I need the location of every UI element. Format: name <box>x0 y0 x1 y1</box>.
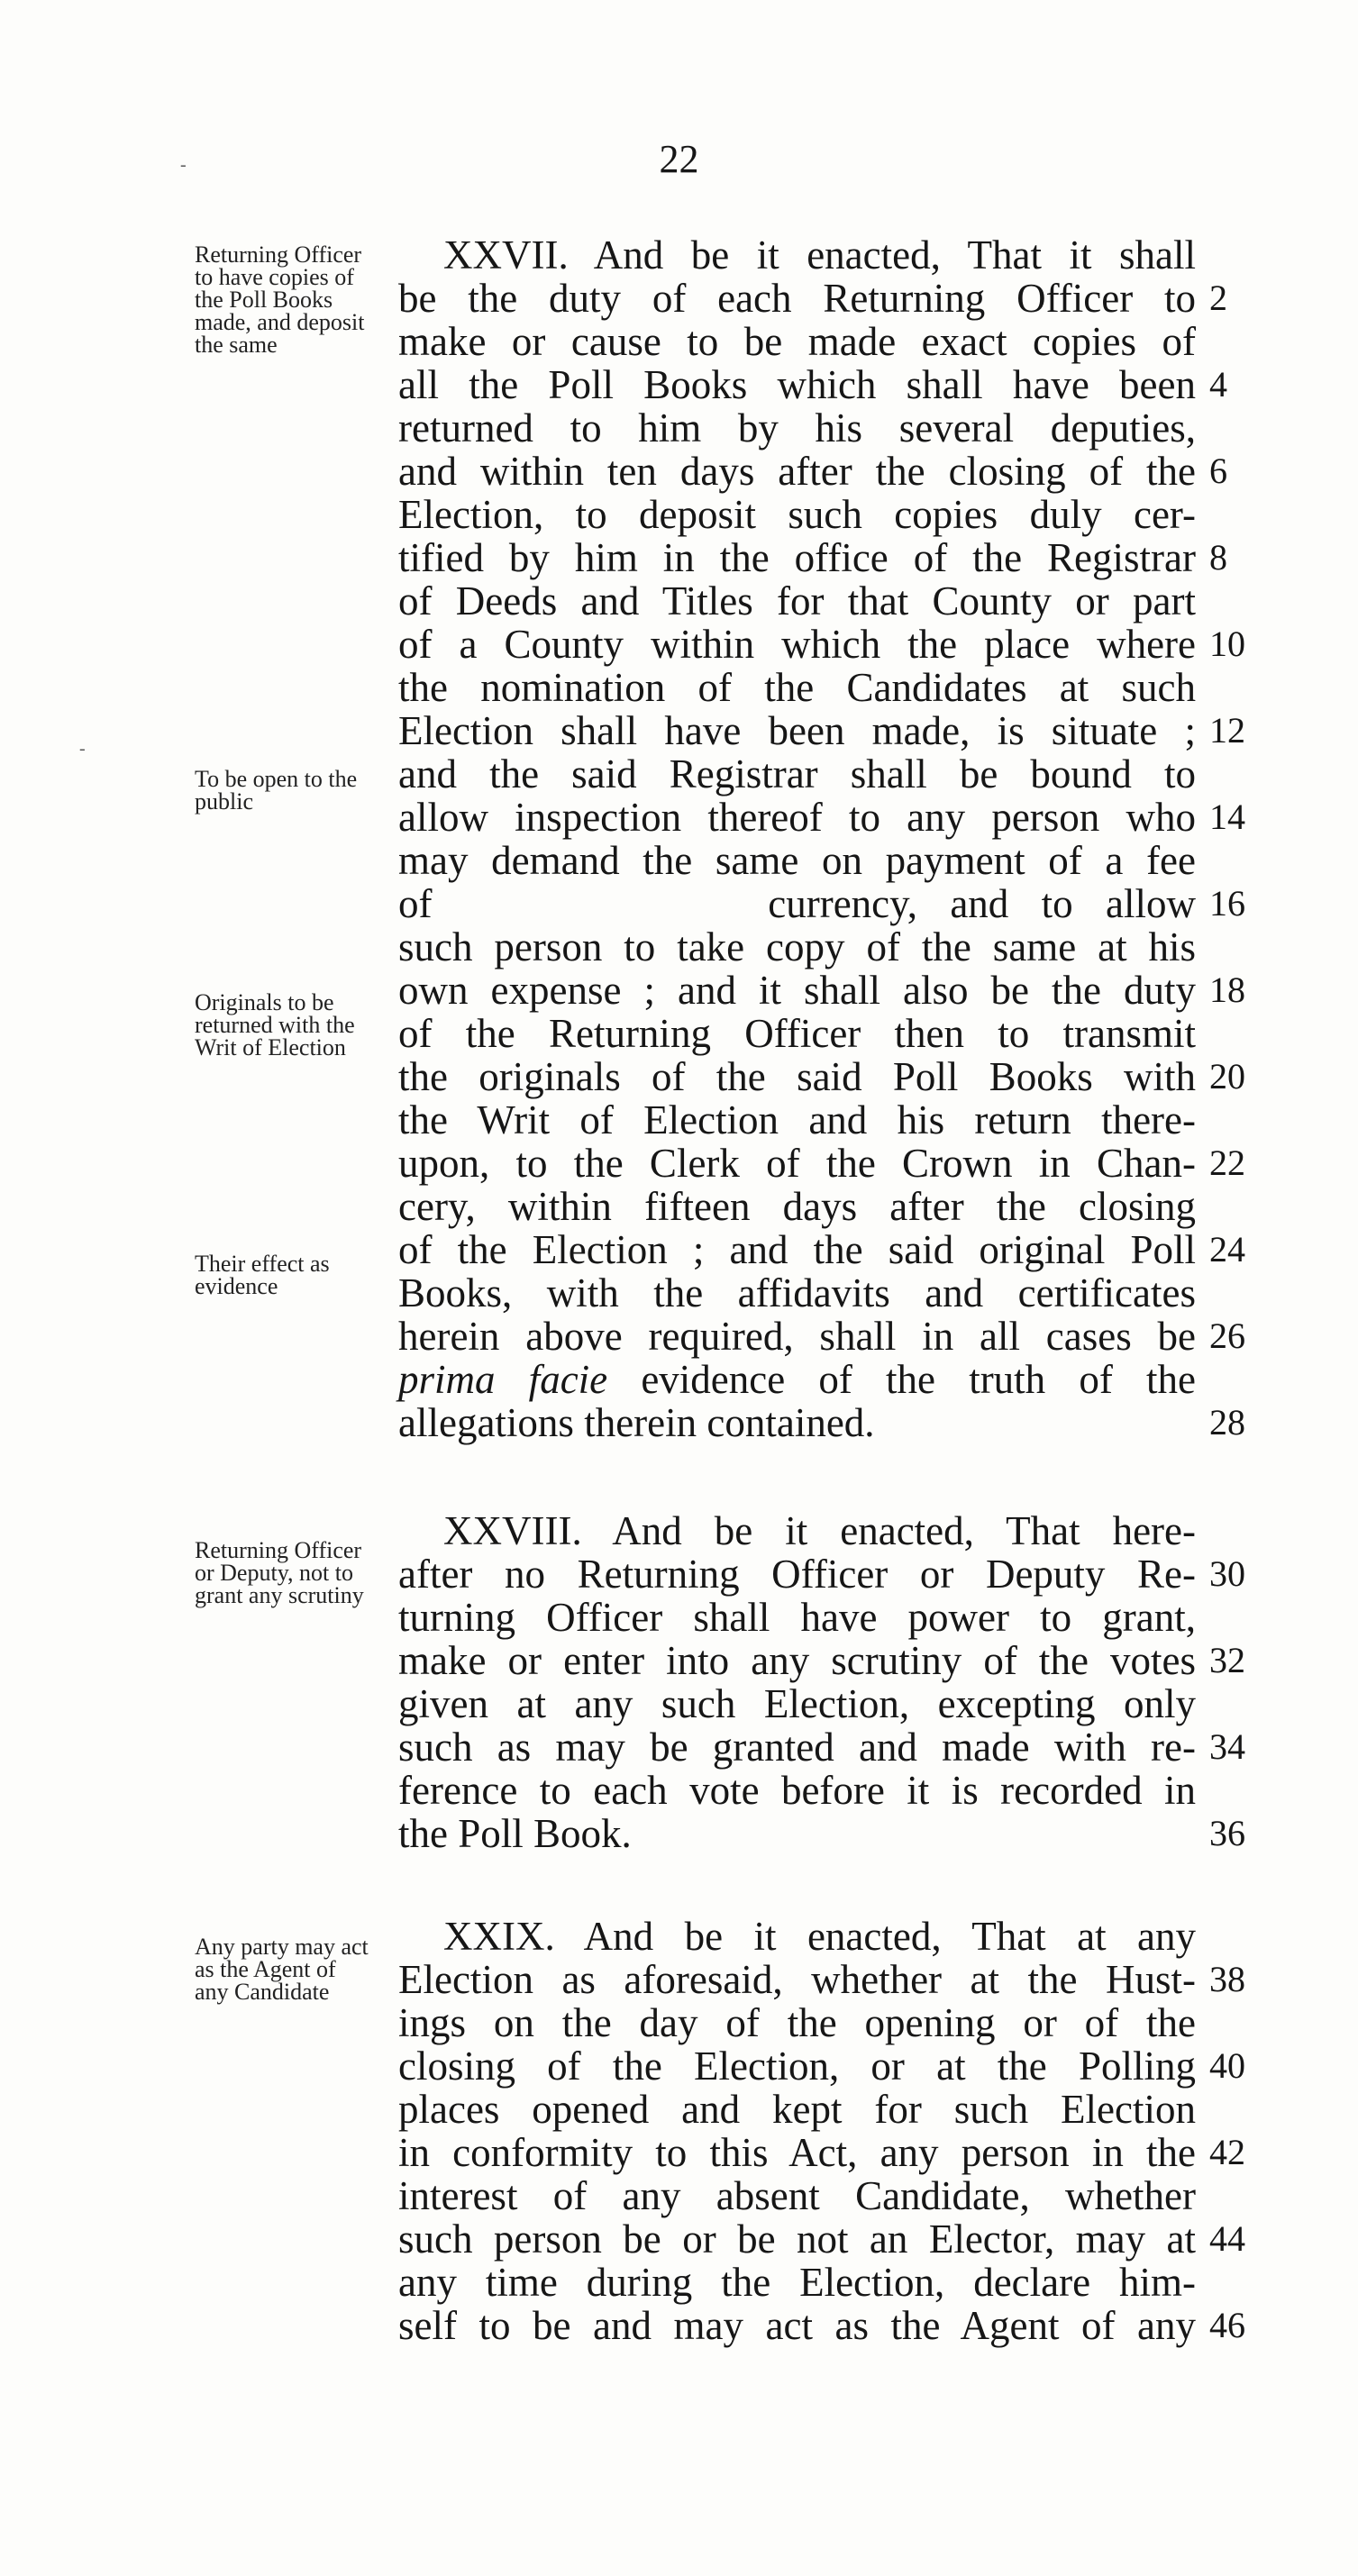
text-line: herein above required, shall in all cases be <box>398 1314 1196 1359</box>
line-number: 34 <box>1209 1726 1245 1767</box>
text-line: XXVIII. And be it enacted, That here- <box>443 1508 1196 1553</box>
line-number: 30 <box>1209 1553 1245 1594</box>
line-number: 36 <box>1209 1813 1245 1853</box>
line-number: 28 <box>1209 1402 1245 1443</box>
line-number: 16 <box>1209 883 1245 924</box>
text-line: returned to him by his several deputies, <box>398 405 1196 451</box>
line-number: 44 <box>1209 2218 1245 2259</box>
line-number: 24 <box>1209 1229 1245 1270</box>
line-number: 22 <box>1209 1142 1245 1183</box>
side-note-copies-of-poll-books: Returning Officer to have copies of the Poll Books made, and deposit the same <box>195 241 365 358</box>
text-line: tified by him in the office of the Registrar <box>398 535 1196 580</box>
text-line: XXIX. And be it enacted, That at any <box>443 1914 1196 1959</box>
text-line: allegations therein contained. <box>398 1400 875 1445</box>
text-line: all the Poll Books which shall have been <box>398 362 1196 407</box>
side-note-no-scrutiny: Returning Officer or Deputy, not to grant any scrutiny <box>195 1537 364 1608</box>
text-line: Election, to deposit such copies duly cer- <box>398 492 1196 537</box>
text-line: and within ten days after the closing of the <box>398 449 1196 494</box>
text-line: the Writ of Election and his return there- <box>398 1097 1196 1142</box>
text-line: such person be or be not an Elector, may at <box>398 2216 1196 2262</box>
italic-phrase: prima facie <box>398 1357 608 1402</box>
side-note-effect-as-evidence: Their effect as evidence <box>195 1251 330 1299</box>
side-note-open-to-public: To be open to the public <box>195 766 358 815</box>
line-number: 38 <box>1209 1959 1245 1999</box>
text-line: self to be and may act as the Agent of any <box>398 2303 1196 2348</box>
text-line: Books, with the affidavits and certificates <box>398 1270 1196 1315</box>
margin-mark: - <box>79 739 86 759</box>
text-line: in conformity to this Act, any person in the <box>398 2130 1196 2175</box>
text-line-with-blank <box>398 881 1196 926</box>
page-number: 22 <box>659 137 699 181</box>
side-note-originals-returned: Originals to be returned with the Writ of Election <box>195 989 355 1060</box>
text-line: of the Election ; and the said original Poll <box>398 1227 1196 1272</box>
text-segment: currency, and to allow <box>768 881 1197 926</box>
text-line: given at any such Election, excepting only <box>398 1681 1196 1726</box>
line-number: 18 <box>1209 969 1245 1010</box>
line-number: 40 <box>1209 2045 1245 2086</box>
text-line: of the Returning Officer then to transmit <box>398 1011 1196 1056</box>
text-line: allow inspection thereof to any person who <box>398 795 1196 840</box>
line-number: 32 <box>1209 1640 1245 1680</box>
text-line: any time during the Election, declare him- <box>398 2260 1196 2305</box>
text-line: Election as aforesaid, whether at the Hust- <box>398 1957 1196 2002</box>
text-line: Election shall have been made, is situate ; <box>398 708 1196 753</box>
text-line: of a County within which the place where <box>398 622 1196 667</box>
text-line: make or cause to be made exact copies of <box>398 319 1196 364</box>
text-line: such person to take copy of the same at his <box>398 924 1196 969</box>
margin-mark: - <box>180 155 187 175</box>
text-line: places opened and kept for such Election <box>398 2087 1196 2132</box>
line-number: 20 <box>1209 1056 1245 1097</box>
line-number: 2 <box>1209 278 1227 318</box>
text-line: own expense ; and it shall also be the duty <box>398 968 1196 1013</box>
text-line: closing of the Election, or at the Polling <box>398 2044 1196 2089</box>
text-segment: of <box>398 881 433 926</box>
text-line: upon, to the Clerk of the Crown in Chan- <box>398 1141 1196 1186</box>
text-line: of Deeds and Titles for that County or part <box>398 578 1196 624</box>
text-line: may demand the same on payment of a fee <box>398 838 1196 883</box>
line-number: 4 <box>1209 364 1227 405</box>
line-number: 14 <box>1209 796 1245 837</box>
line-number: 12 <box>1209 710 1245 751</box>
text-line: turning Officer shall have power to grant, <box>398 1595 1196 1640</box>
text-line: ference to each vote before it is recorded in <box>398 1768 1196 1813</box>
side-note-agent-of-candidate: Any party may act as the Agent of any Candidate <box>195 1934 369 2005</box>
line-number: 42 <box>1209 2132 1245 2172</box>
text-line: cery, within fifteen days after the closing <box>398 1184 1196 1229</box>
text-line-with-italic <box>398 1357 1196 1402</box>
text-line: ings on the day of the opening or of the <box>398 2000 1196 2045</box>
text-line: such as may be granted and made with re- <box>398 1725 1196 1770</box>
line-number: 6 <box>1209 451 1227 491</box>
text-line: be the duty of each Returning Officer to <box>398 276 1196 321</box>
text-line: the Poll Book. <box>398 1811 632 1856</box>
line-number: 46 <box>1209 2305 1245 2345</box>
text-line: and the said Registrar shall be bound to <box>398 751 1196 796</box>
line-number: 10 <box>1209 624 1245 664</box>
text-line: XXVII. And be it enacted, That it shall <box>443 232 1196 278</box>
text-line: make or enter into any scrutiny of the votes <box>398 1638 1196 1683</box>
line-number: 26 <box>1209 1315 1245 1356</box>
text-segment: evidence of the truth of the <box>607 1357 1196 1402</box>
text-line: interest of any absent Candidate, whether <box>398 2173 1196 2218</box>
text-line: after no Returning Officer or Deputy Re- <box>398 1552 1196 1597</box>
line-number: 8 <box>1209 537 1227 578</box>
text-line: the nomination of the Candidates at such <box>398 665 1196 710</box>
text-line: the originals of the said Poll Books with <box>398 1054 1196 1099</box>
